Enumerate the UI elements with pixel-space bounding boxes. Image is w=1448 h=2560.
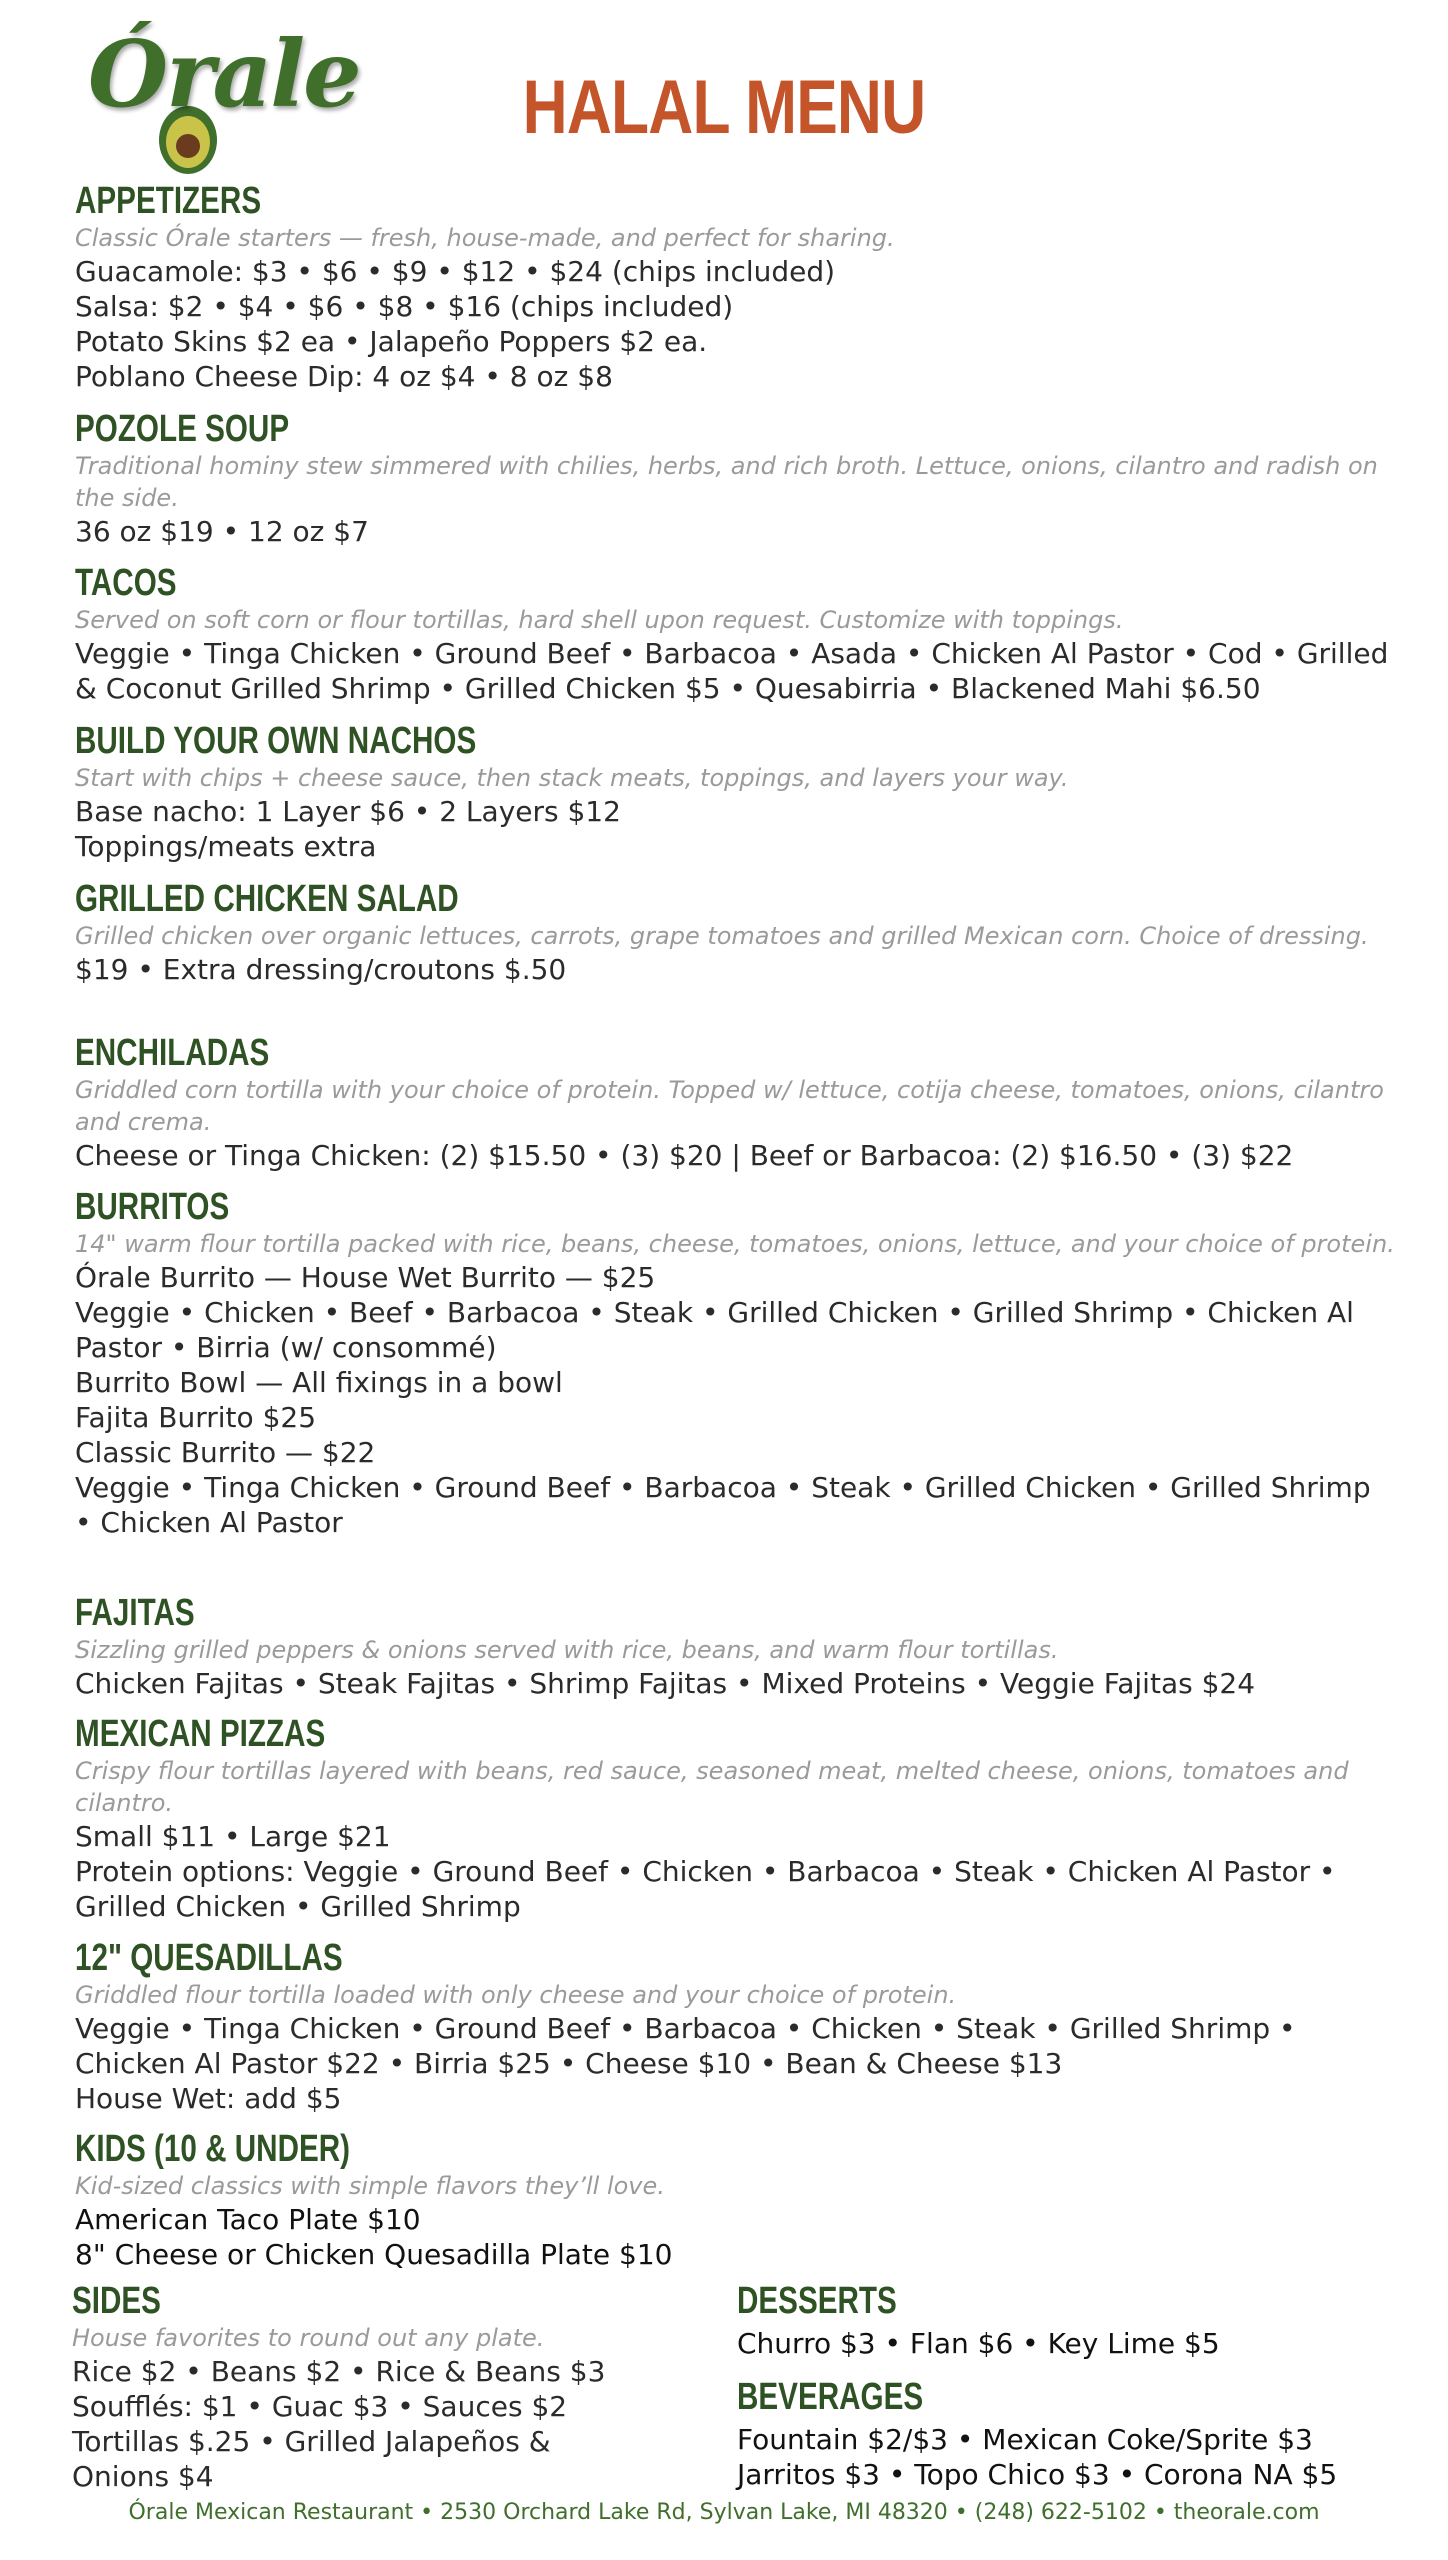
menu-line: Veggie • Tinga Chicken • Ground Beef • Barbacoa • Steak • Grilled Chicken • Grilled Shrimp • Chicken Al Pastor [75,1471,1371,1539]
section-description: Grilled chicken over organic lettuces, carrots, grape tomatoes and grilled Mexican corn. Choice of dressing. [75,922,1369,950]
menu-line: Veggie • Chicken • Beef • Barbacoa • Steak • Grilled Chicken • Grilled Shrimp • Chicken Al Pastor • Birria (w/ consommé) [75,1296,1354,1364]
menu-line: Tortillas $.25 • Grilled Jalapeños & Onions $4 [72,2425,551,2493]
menu-line: Poblano Cheese Dip: 4 oz $4 • 8 oz $8 [75,360,613,393]
page-title: HALAL MENU [522,65,926,150]
menu-line: House Wet: add $5 [75,2082,342,2115]
section-description: Griddled corn tortilla with your choice of protein. Topped w/ lettuce, cotija cheese, tomatoes, onions, cilantro and crema. [75,1076,1384,1136]
section-title: DESSERTS [737,2280,897,2322]
menu-line: Base nacho: 1 Layer $6 • 2 Layers $12 [75,795,621,828]
menu-line: Fountain $2/$3 • Mexican Coke/Sprite $3 [737,2423,1313,2456]
menu-line: Classic Burrito — $22 [75,1436,376,1469]
section-title: 12" QUESADILLAS [75,1937,343,1979]
menu-line: Veggie • Tinga Chicken • Ground Beef • Barbacoa • Chicken • Steak • Grilled Shrimp • Chicken Al Pastor $22 • Birria $25 • Cheese $10 • Bean & Cheese $13 [75,2012,1296,2080]
menu-line: Rice $2 • Beans $2 • Rice & Beans $3 [72,2355,606,2388]
section-burritos [75,1186,1395,1540]
section-quesadillas [75,1937,1395,2116]
section-title: APPETIZERS [75,180,262,222]
section-beverages [737,2376,1417,2492]
menu-line: Toppings/meats extra [75,830,377,863]
section-sides [72,2280,712,2494]
menu-line: Fajita Burrito $25 [75,1401,317,1434]
menu-line: Órale Burrito — House Wet Burrito — $25 [75,1261,656,1294]
section-description: 14" warm flour tortilla packed with rice, beans, cheese, tomatoes, onions, lettuce, and your choice of protein. [75,1230,1395,1258]
section-description: Start with chips + cheese sauce, then stack meats, toppings, and layers your way. [75,764,1069,792]
section-description: Kid-sized classics with simple flavors they’ll love. [75,2172,665,2200]
menu-line: Potato Skins $2 ea • Jalapeño Poppers $2 ea. [75,325,708,358]
section-desserts [737,2280,1417,2361]
section-title: BEVERAGES [737,2376,924,2418]
menu-line: Burrito Bowl — All fixings in a bowl [75,1366,563,1399]
menu-line: Salsa: $2 • $4 • $6 • $8 • $16 (chips included) [75,290,734,323]
section-kids [75,2128,1395,2272]
section-tacos [75,562,1395,706]
menu-line: Protein options: Veggie • Ground Beef • Chicken • Barbacoa • Steak • Chicken Al Pastor • Grilled Chicken • Grilled Shrimp [75,1855,1336,1923]
section-enchiladas [75,1032,1395,1173]
section-description: Traditional hominy stew simmered with chilies, herbs, and rich broth. Lettuce, onions, cilantro and radish on the side. [75,452,1378,512]
menu-line: Guacamole: $3 • $6 • $9 • $12 • $24 (chips included) [75,255,836,288]
menu-line: 8" Cheese or Chicken Quesadilla Plate $10 [75,2238,673,2271]
section-title: ENCHILADAS [75,1032,270,1074]
section-appetizers [75,180,1395,394]
section-description: House favorites to round out any plate. [72,2324,545,2352]
section-title: TACOS [75,562,177,604]
section-pozole [75,408,1395,549]
menu-line: Cheese or Tinga Chicken: (2) $15.50 • (3) $20 | Beef or Barbacoa: (2) $16.50 • (3) $22 [75,1139,1294,1172]
menu-line: $19 • Extra dressing/croutons $.50 [75,953,567,986]
section-description: Griddled flour tortilla loaded with only cheese and your choice of protein. [75,1981,957,2009]
footer-address: Órale Mexican Restaurant • 2530 Orchard Lake Rd, Sylvan Lake, MI 48320 • (248) 622-5102 • theorale.com [128,2500,1320,2525]
menu-line: Soufflés: $1 • Guac $3 • Sauces $2 [72,2390,568,2423]
menu-line: Veggie • Tinga Chicken • Ground Beef • Barbacoa • Asada • Chicken Al Pastor • Cod • Grilled & Coconut Grilled Shrimp • Grilled Chicken $5 • Quesabirria • Blackened Mahi $6.50 [75,637,1389,705]
section-description: Served on soft corn or flour tortillas, hard shell upon request. Customize with toppings. [75,606,1124,634]
menu-line: Chicken Fajitas • Steak Fajitas • Shrimp Fajitas • Mixed Proteins • Veggie Fajitas $24 [75,1667,1256,1700]
section-title: GRILLED CHICKEN SALAD [75,878,459,920]
section-fajitas [75,1592,1395,1701]
menu-line: American Taco Plate $10 [75,2203,421,2236]
section-pizzas [75,1713,1395,1924]
menu-line: 36 oz $19 • 12 oz $7 [75,515,369,548]
section-description: Crispy flour tortillas layered with beans, red sauce, seasoned meat, melted cheese, onions, tomatoes and cilantro. [75,1757,1349,1817]
section-title: BUILD YOUR OWN NACHOS [75,720,477,762]
section-title: FAJITAS [75,1592,195,1634]
section-salad [75,878,1395,987]
menu-line: Small $11 • Large $21 [75,1820,391,1853]
section-title: SIDES [72,2280,161,2322]
section-description: Classic Órale starters — fresh, house-made, and perfect for sharing. [75,224,895,252]
section-nachos [75,720,1395,864]
section-title: POZOLE SOUP [75,408,290,450]
section-description: Sizzling grilled peppers & onions served with rice, beans, and warm flour tortillas. [75,1636,1059,1664]
section-title: KIDS (10 & UNDER) [75,2128,351,2170]
menu-line: Churro $3 • Flan $6 • Key Lime $5 [737,2327,1220,2360]
section-title: BURRITOS [75,1186,230,1228]
logo-text: Órale [88,20,360,128]
section-title: MEXICAN PIZZAS [75,1713,326,1755]
menu-line: Jarritos $3 • Topo Chico $3 • Corona NA $5 [737,2458,1338,2491]
